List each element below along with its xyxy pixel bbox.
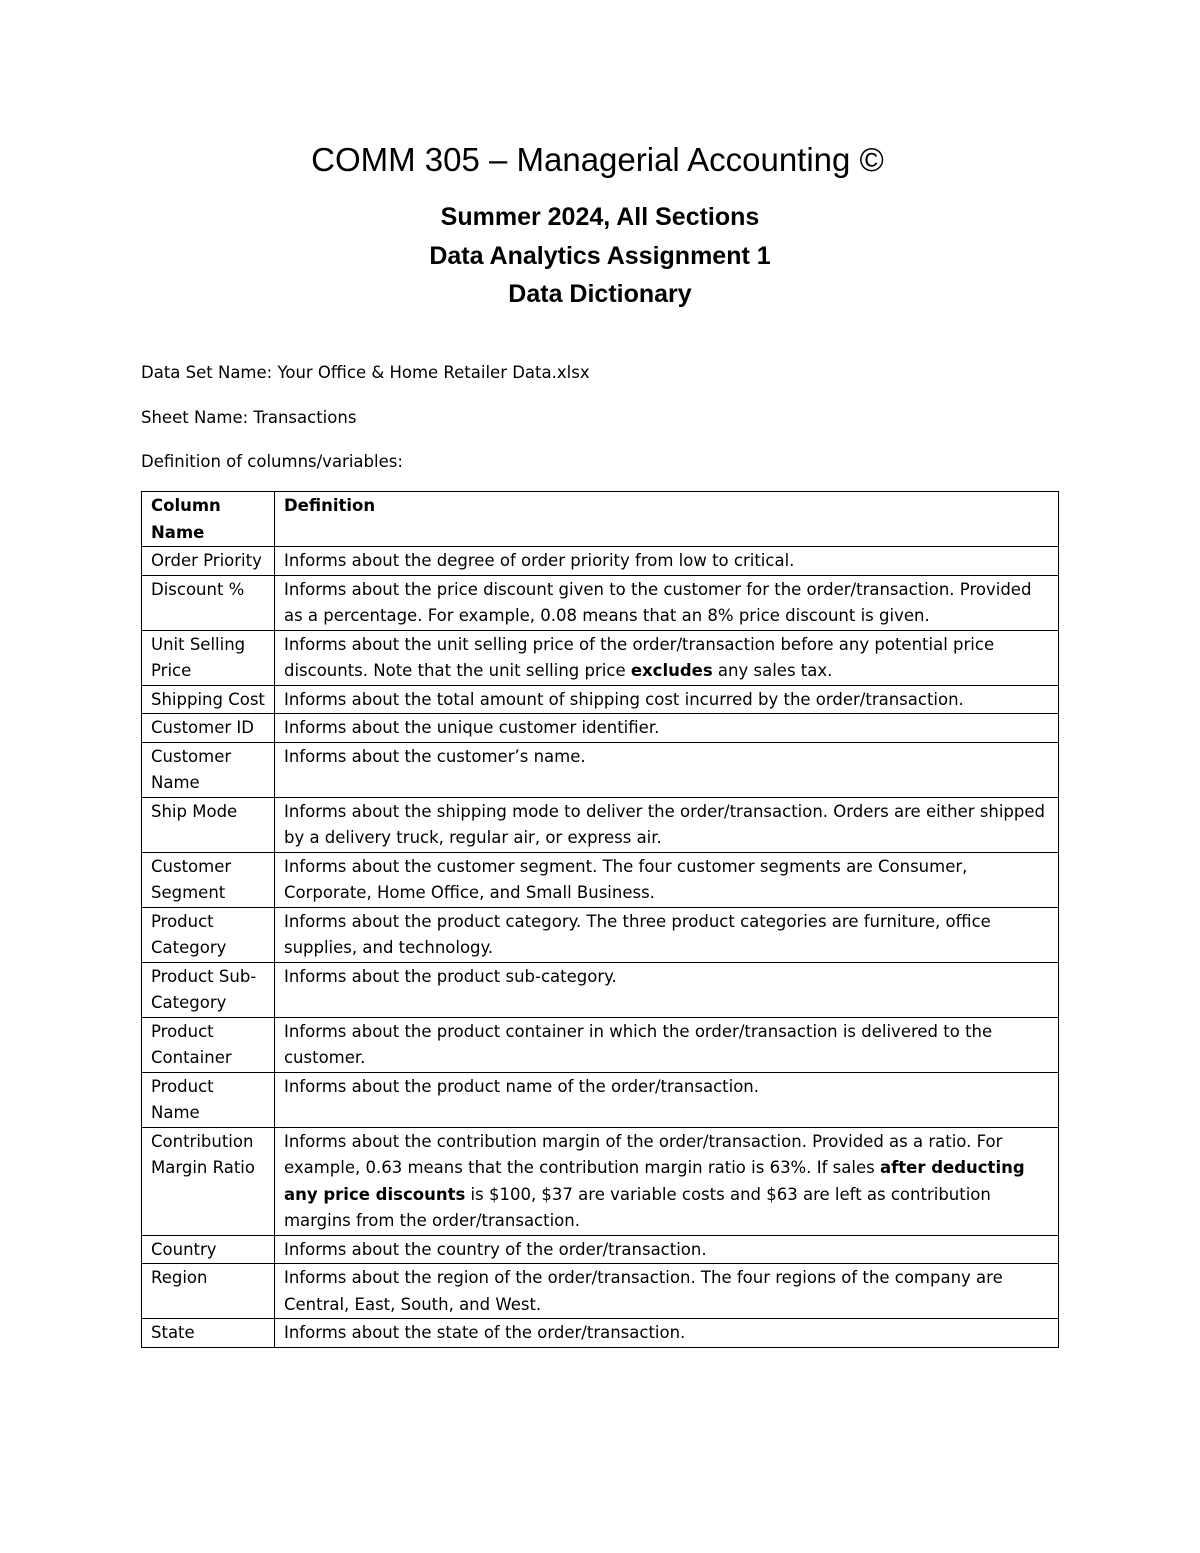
table-row: [142, 1235, 1059, 1264]
table-body: [142, 547, 1059, 1348]
column-name-cell: Product Sub-Category: [142, 962, 275, 1017]
table-row: [142, 685, 1059, 714]
assignment-heading: Data Analytics Assignment 1: [429, 242, 771, 270]
column-name-cell: Product Container: [142, 1017, 275, 1072]
dataset-name: Data Set Name: Your Office & Home Retailer Data.xlsx: [141, 363, 590, 382]
column-name-cell: Contribution Margin Ratio: [142, 1127, 275, 1235]
column-name-cell: State: [142, 1319, 275, 1348]
definition-cell: [274, 1319, 1058, 1348]
table-row: [142, 714, 1059, 743]
column-name-cell: Product Name: [142, 1072, 275, 1127]
column-name-cell: Country: [142, 1235, 275, 1264]
table-row: [142, 547, 1059, 576]
table-row: [142, 1072, 1059, 1127]
table-row: [142, 575, 1059, 630]
column-name-cell: Product Category: [142, 907, 275, 962]
definition-text: Informs about the degree of order priority from low to critical.: [283, 551, 795, 570]
column-name-cell: Shipping Cost: [142, 685, 275, 714]
definition-cell: [274, 962, 1058, 1017]
definition-cell: [274, 714, 1058, 743]
definition-cell: [274, 685, 1058, 714]
definition-cell: [274, 852, 1058, 907]
definition-text: Informs about the contribution margin of the order/transaction. Provided as a ratio. For example, 0.63 means that the contribution margin ratio is 63%. If sales: [283, 1131, 1003, 1177]
definition-cell: [274, 742, 1058, 797]
definition-cell: [274, 547, 1058, 576]
table-row: [142, 630, 1059, 685]
definition-cell: [274, 1264, 1058, 1319]
table-row: [142, 1017, 1059, 1072]
table-row: [142, 962, 1059, 1017]
definition-emphasis: after deducting any price discounts: [283, 1158, 1025, 1204]
definition-cell: [274, 1072, 1058, 1127]
table-header-row: [142, 492, 1059, 547]
data-dictionary-table: [141, 491, 1059, 1348]
definition-text: Informs about the shipping mode to deliver the order/transaction. Orders are either shipped by a delivery truck, regular air, or express air.: [283, 801, 1045, 847]
definition-header: Definition: [274, 492, 1058, 547]
definition-cell: [274, 797, 1058, 852]
table-row: [142, 797, 1059, 852]
definition-text: Informs about the customer segment. The four customer segments are Consumer, Corporate, Home Office, and Small Business.: [283, 856, 968, 902]
definition-text: Informs about the product name of the order/transaction.: [283, 1076, 760, 1096]
definition-emphasis: excludes: [630, 661, 713, 680]
definition-text: any sales tax.: [712, 661, 833, 680]
column-name-header: Column Name: [142, 492, 275, 547]
definition-label: Definition of columns/variables:: [141, 452, 403, 471]
definition-text: is $100, $37 are variable costs and $63 are left as contribution margins from the order/transaction.: [283, 1184, 991, 1230]
definition-text: Informs about the price discount given to the customer for the order/transaction. Provided as a percentage. For example, 0.08 means that an 8% price discount is given.: [283, 579, 1032, 625]
column-name-cell: Order Priority: [142, 547, 275, 576]
doc-type-heading: Data Dictionary: [508, 280, 692, 308]
column-name-cell: Customer ID: [142, 714, 275, 743]
definition-text: Informs about the total amount of shipping cost incurred by the order/transaction.: [283, 689, 964, 709]
table-row: [142, 742, 1059, 797]
column-name-cell: Ship Mode: [142, 797, 275, 852]
column-name-cell: Customer Name: [142, 742, 275, 797]
definition-text: Informs about the customer’s name.: [283, 746, 586, 766]
definition-cell: [274, 1017, 1058, 1072]
definition-text: Informs about the region of the order/transaction. The four regions of the company are Central, East, South, and West.: [283, 1268, 1003, 1314]
term-heading: Summer 2024, All Sections: [440, 203, 760, 231]
sheet-name: Sheet Name: Transactions: [141, 408, 357, 427]
definition-text: Informs about the state of the order/transaction.: [283, 1323, 686, 1342]
table-row: [142, 1319, 1059, 1348]
document-title: COMM 305 – Managerial Accounting ©: [311, 141, 884, 178]
definition-cell: [274, 907, 1058, 962]
table-row: [142, 1127, 1059, 1235]
definition-text: Informs about the product container in which the order/transaction is delivered to the customer.: [283, 1021, 993, 1067]
definition-cell: [274, 1235, 1058, 1264]
definition-cell: [274, 630, 1058, 685]
definition-text: Informs about the unique customer identifier.: [283, 718, 660, 737]
definition-text: Informs about the product category. The three product categories are furniture, office supplies, and technology.: [283, 911, 991, 957]
column-name-cell: Region: [142, 1264, 275, 1319]
column-name-cell: Unit Selling Price: [142, 630, 275, 685]
column-name-cell: Customer Segment: [142, 852, 275, 907]
table-row: [142, 852, 1059, 907]
table-row: [142, 1264, 1059, 1319]
definition-cell: [274, 1127, 1058, 1235]
definition-text: Informs about the product sub-category.: [283, 966, 617, 986]
definition-text: Informs about the country of the order/transaction.: [283, 1239, 707, 1259]
definition-text: Informs about the unit selling price of the order/transaction before any potential price discounts. Note that the unit selling price: [283, 634, 995, 680]
table-row: [142, 907, 1059, 962]
column-name-cell: Discount %: [142, 575, 275, 630]
definition-cell: [274, 575, 1058, 630]
